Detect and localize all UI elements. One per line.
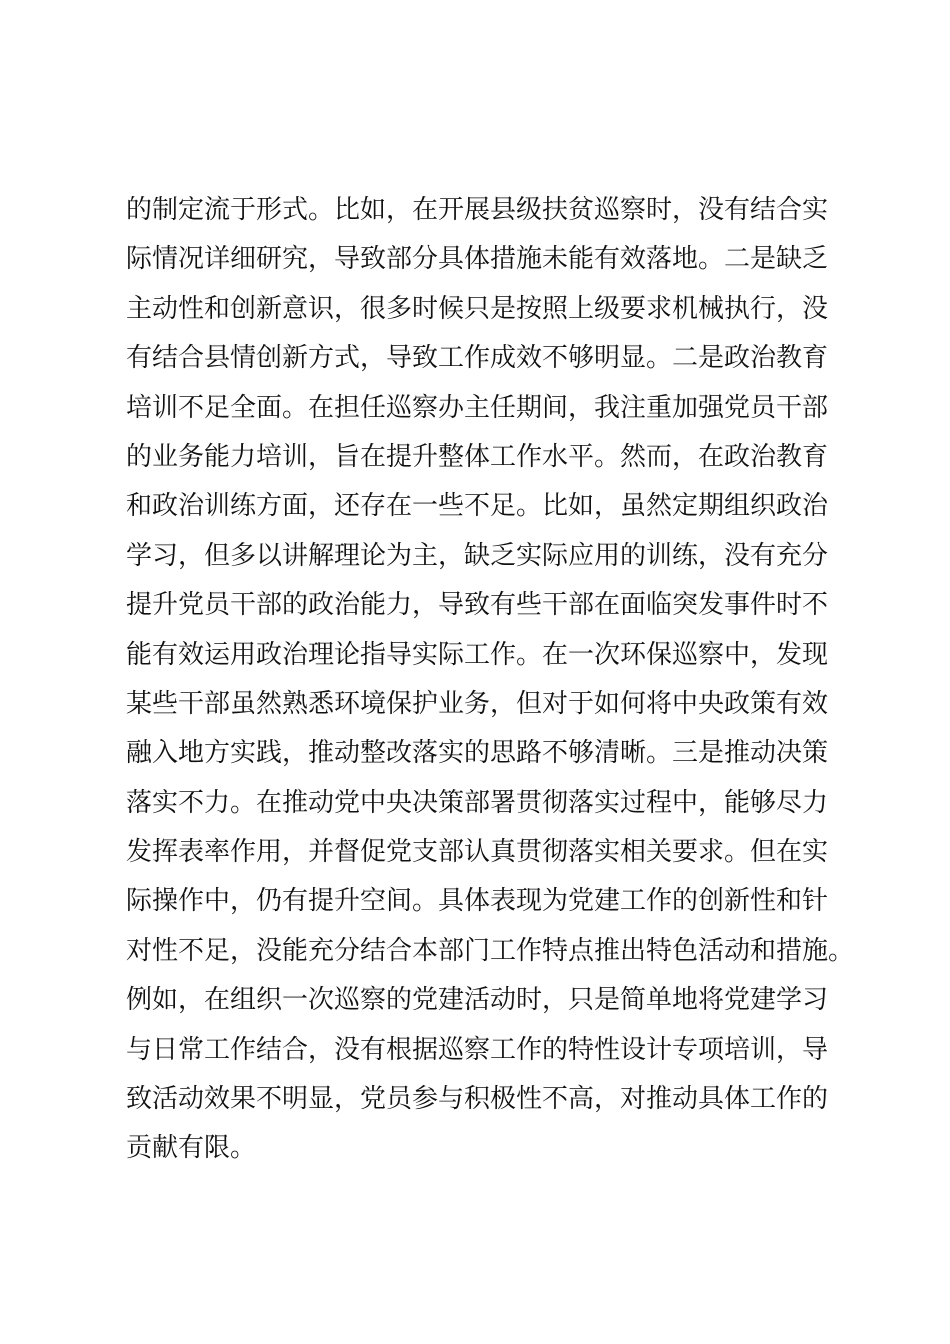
text-line: 际情况详细研究，导致部分具体措施未能有效落地。二是缺乏: [126, 244, 829, 275]
text-line: 致活动效果不明显，党员参与积极性不高，对推动具体工作的: [126, 1084, 829, 1115]
text-line: 融入地方实践，推动整改落实的思路不够清晰。三是推动决策: [126, 738, 829, 769]
text-line: 学习，但多以讲解理论为主，缺乏实际应用的训练，没有充分: [126, 540, 829, 571]
text-line: 和政治训练方面，还存在一些不足。比如，虽然定期组织政治: [126, 491, 829, 522]
text-line: 际操作中，仍有提升空间。具体表现为党建工作的创新性和针: [126, 886, 829, 917]
text-line: 提升党员干部的政治能力，导致有些干部在面临突发事件时不: [126, 590, 829, 621]
text-line: 有结合县情创新方式，导致工作成效不够明显。二是政治教育: [126, 343, 829, 374]
text-line: 与日常工作结合，没有根据巡察工作的特性设计专项培训，导: [126, 1034, 829, 1065]
text-line: 落实不力。在推动党中央决策部署贯彻落实过程中，能够尽力: [126, 787, 829, 818]
text-line: 对性不足，没能充分结合本部门工作特点推出特色活动和措施。: [126, 935, 855, 966]
text-line: 某些干部虽然熟悉环境保护业务，但对于如何将中央政策有效: [126, 688, 829, 719]
body-paragraph: [126, 186, 855, 1174]
text-line: 的制定流于形式。比如，在开展县级扶贫巡察时，没有结合实: [126, 195, 829, 225]
text-line: 发挥表率作用，并督促党支部认真贯彻落实相关要求。但在实: [126, 837, 829, 868]
text-line: 例如，在组织一次巡察的党建活动时，只是简单地将党建学习: [126, 985, 829, 1016]
text-line: 培训不足全面。在担任巡察办主任期间，我注重加强党员干部: [126, 392, 829, 423]
text-line: 主动性和创新意识，很多时候只是按照上级要求机械执行，没: [126, 293, 829, 324]
text-line: 贡献有限。: [126, 1133, 257, 1164]
text-line: 能有效运用政治理论指导实际工作。在一次环保巡察中，发现: [126, 639, 829, 670]
text-line: 的业务能力培训，旨在提升整体工作水平。然而，在政治教育: [126, 441, 829, 472]
